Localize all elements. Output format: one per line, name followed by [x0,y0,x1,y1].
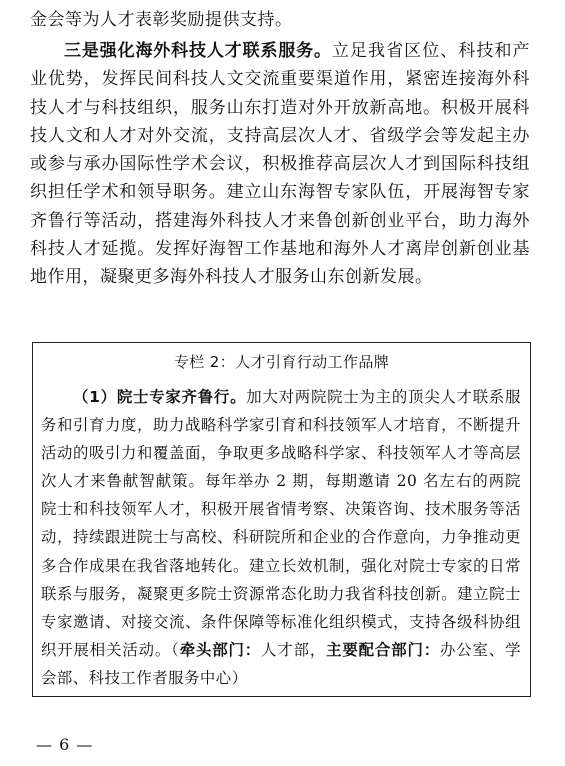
lead-department-value: 人才部， [261,640,327,659]
column-box-title: 专栏 2：人才引育行动工作品牌 [173,353,390,371]
support-department-value: 办公室、学会部、科技工作者服务中心） [41,640,521,687]
paragraph-heading: 三是强化海外科技人才联系服务。 [64,41,332,61]
paragraph-body: 立足我省区位、科技和产业优势，发挥民间科技人文交流重要渠道作用，紧密连接海外科技人才与科技组织，服务山东打造对外开放新高地。积极开展科技人文和人才对外交流，支持高层次人才、省级学会等发起主办或参与承办国际性学术会议，积极推荐高层次人才到国际科技组织担任学术和领导职务。建立山东海智专家队伍，开展海智专家齐鲁行等活动，搭建海外科技人才来鲁创新创业平台，助力海外科技人才延揽。发挥好海智工作基地和海外人才离岸创新创业基地作用，凝聚更多海外科技人才服务山东创新发展。 [30,41,531,288]
column-box [32,342,531,697]
item-body: 加大对两院院士为主的顶尖人才联系服务和引育力度，助力战略科学家引育和科技领军人才培育，不断提升活动的吸引力和覆盖面，争取更多战略科学家、科技领军人才等高层次人才来鲁献智献策。每年举办 2 期，每期邀请 20 名左右的两院院士和科技领军人才，积极开展省情考察、决策咨询、技术服务等活动，持续跟进院士与高校、科研院所和企业的合作意向，力争推动更多合作成果在我省落地转化。建立长效机制，强化对院士专家的日常联系与服务，凝聚更多院士资源常态化助力我省科技创新。建立院士专家邀请、对接交流、条件保障等标准化组织模式，支持各级科协组织开展相关活动。（ [41,388,521,659]
item-heading: （1）院士专家齐鲁行。 [73,388,247,406]
paragraph-overseas-talent-service [30,37,530,292]
paragraph-continuation: 金会等为人才表彰奖励提供支持。 [30,10,293,30]
page-number: — 6 — [36,735,94,754]
column-box-body [41,383,521,692]
support-department-label: 主要配合部门： [326,640,440,659]
lead-department-label: 牵头部门： [179,640,262,659]
